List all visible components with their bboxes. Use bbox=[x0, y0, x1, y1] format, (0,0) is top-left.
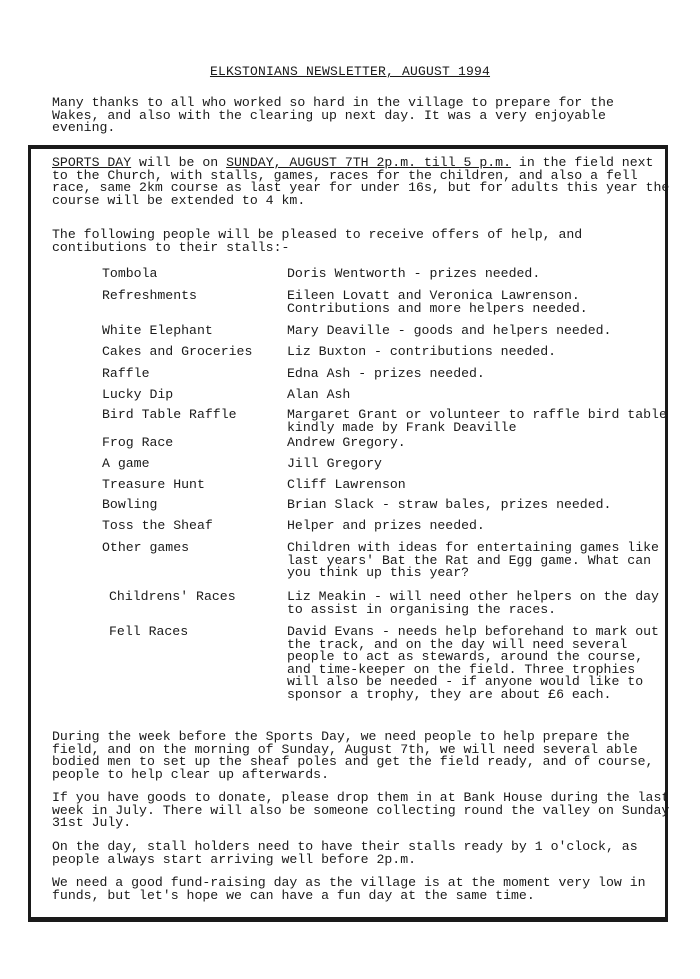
newsletter-title bbox=[0, 66, 700, 79]
stall-description: Cliff Lawrenson bbox=[287, 477, 406, 492]
newsletter-title-text: ELKSTONIANS NEWSLETTER, AUGUST 1994 bbox=[209, 64, 491, 79]
stall-name: White Elephant bbox=[102, 323, 213, 338]
stall-description: Brian Slack - straw bales, prizes needed. bbox=[287, 497, 612, 512]
helpers-intro: The following people will be pleased to receive offers of help, and contibutions to their stalls:- bbox=[52, 227, 583, 255]
stall-description: Children with ideas for entertaining games like last years' Bat the Rat and Egg game. What can you think up this year? bbox=[287, 540, 659, 581]
stall-name: Other games bbox=[102, 540, 190, 555]
stall-name: A game bbox=[102, 456, 150, 471]
stall-description: Liz Meakin - will need other helpers on the day to assist in organising the races. bbox=[287, 589, 659, 617]
week-before-paragraph: During the week before the Sports Day, we need people to help prepare the field, and on the morning of Sunday, August 7th, we will need several able bodied men to set up the sheaf poles and get the field ready, and of course, people to help clear up afterwards. bbox=[52, 729, 654, 782]
sports-day-details: in the field next to the Church, with stalls, games, races for the children, and also a fell race, same 2km course as last year for under 16s, but for adults this year the course will be extended to 4 km. bbox=[52, 155, 670, 208]
stall-name: Tombola bbox=[102, 266, 158, 281]
stall-description: Alan Ash bbox=[287, 387, 351, 402]
donate-goods-paragraph: If you have goods to donate, please drop them in at Bank House during the last week in July. There will also be someone collecting round the valley on Sunday 31st July. bbox=[52, 790, 670, 831]
stall-name: Frog Race bbox=[102, 435, 174, 450]
intro-paragraph: Many thanks to all who worked so hard in the village to prepare for the Wakes, and also with the clearing up next day. It was a very enjoyable evening. bbox=[52, 95, 614, 136]
stall-name: Treasure Hunt bbox=[102, 477, 205, 492]
on-the-day-paragraph: On the day, stall holders need to have their stalls ready by 1 o'clock, as people always start arriving well before 2p.m. bbox=[52, 839, 638, 867]
stall-description: Edna Ash - prizes needed. bbox=[287, 366, 485, 381]
stall-description: Doris Wentworth - prizes needed. bbox=[287, 266, 541, 281]
stall-name: Bowling bbox=[102, 497, 158, 512]
sports-day-connector: will be on bbox=[131, 155, 227, 170]
stall-description: Jill Gregory bbox=[287, 456, 382, 471]
stall-description: Liz Buxton - contributions needed. bbox=[287, 344, 557, 359]
stall-description: Andrew Gregory. bbox=[287, 435, 406, 450]
sports-day-datetime: SUNDAY, AUGUST 7TH 2p.m. till 5 p.m. bbox=[226, 155, 512, 170]
stall-name: Fell Races bbox=[109, 624, 189, 639]
stall-description: Helper and prizes needed. bbox=[287, 518, 485, 533]
sports-day-heading: SPORTS DAY bbox=[52, 155, 132, 170]
stall-description: David Evans - needs help beforehand to mark out the track, and on the day will need several people to act as stewards, around the course, and time-keeper on the field. Three trophies will also be needed - if anyone would like to sponsor a trophy, they are about £6 each. bbox=[287, 624, 659, 702]
stall-description: Eileen Lovatt and Veronica Lawrenson. Contributions and more helpers needed. bbox=[287, 288, 588, 316]
stall-name: Refreshments bbox=[102, 288, 197, 303]
fund-raising-paragraph: We need a good fund-raising day as the village is at the moment very low in funds, but let's hope we can have a fun day at the same time. bbox=[52, 875, 646, 903]
stall-name: Toss the Sheaf bbox=[102, 518, 213, 533]
stall-name: Childrens' Races bbox=[109, 589, 236, 604]
stall-description: Margaret Grant or volunteer to raffle bird table kindly made by Frank Deaville bbox=[287, 407, 667, 435]
stall-name: Raffle bbox=[102, 366, 150, 381]
stall-name: Cakes and Groceries bbox=[102, 344, 253, 359]
sports-day-paragraph bbox=[52, 157, 672, 207]
stall-name: Lucky Dip bbox=[102, 387, 174, 402]
stall-description: Mary Deaville - goods and helpers needed. bbox=[287, 323, 612, 338]
stall-name: Bird Table Raffle bbox=[102, 407, 237, 422]
